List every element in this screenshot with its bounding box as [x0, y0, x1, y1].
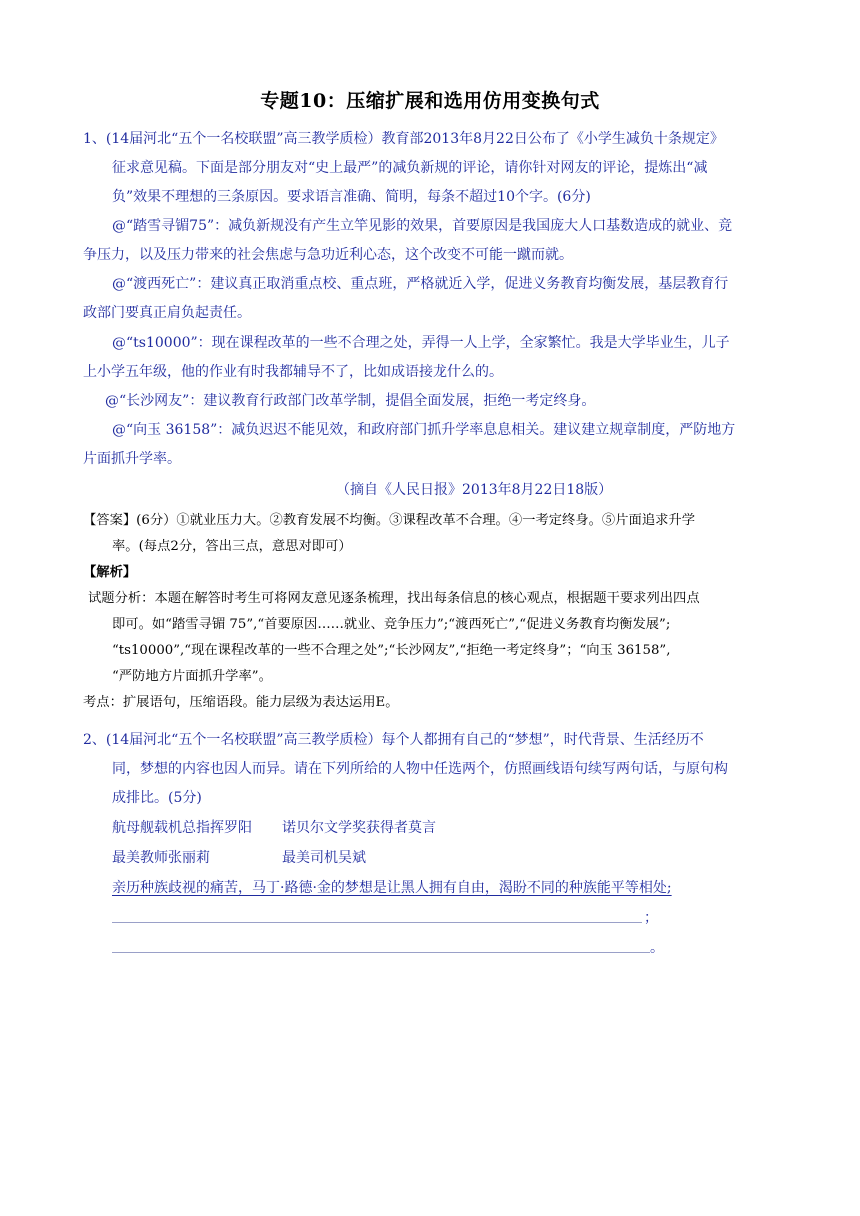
q1-comment3-line1: @“ts10000”：现在课程改革的一些不合理之处，弄得一人上学，全家繁忙。我是大学毕业生，儿子: [112, 335, 730, 351]
q2-stem-line2: 同，梦想的内容也因人而异。请在下列所给的人物中任选两个，仿照画线语句续写两句话，与原句构: [112, 761, 728, 777]
q1-source: （摘自《人民日报》2013年8月22日18版）: [336, 482, 613, 498]
q2-option-zhanglili: 最美教师张丽莉: [112, 850, 210, 866]
q2-blank1-end: ；: [644, 910, 658, 926]
q2-answer-blank-1[interactable]: [112, 922, 642, 923]
q1-answer-line2: 率。(每点2分，答出三点，意思对即可）: [112, 539, 352, 554]
q1-analysis-label: 【解析】: [83, 565, 137, 580]
q1-comment3-line2: 上小学五年级，他的作业有时我都辅导不了，比如成语接龙什么的。: [83, 364, 503, 380]
page-title: 专题10：压缩扩展和选用仿用变换句式: [260, 90, 600, 112]
q1-stem-line3: 负”效果不理想的三条原因。要求语言准确、简明，每条不超过10个字。(6分): [112, 189, 591, 205]
q1-comment5-line2: 片面抓升学率。: [83, 451, 181, 467]
q1-analysis-line2: 即可。如“踏雪寻镅 75”,“首要原因……就业、竞争压力”;“渡西死亡”,“促进义务教育均衡发展”;: [112, 617, 671, 632]
q1-comment2-line2: 政部门要真正肩负起责任。: [83, 305, 251, 321]
q1-comment5-line1: @“向玉 36158”：减负迟迟不能见效，和政府部门抓升学率息息相关。建议建立规章制度，严防地方: [112, 422, 736, 438]
q1-comment1-line1: @“踏雪寻镅75”：减负新规没有产生立竿见影的效果，首要原因是我国庞大人口基数造成的就业、竞: [112, 218, 733, 234]
q2-stem-line3: 成排比。(5分): [112, 790, 202, 806]
q2-answer-blank-2[interactable]: [112, 952, 650, 953]
q1-analysis-line3: “ts10000”,“现在课程改革的一些不合理之处”;“长沙网友”,“拒绝一考定终身”；“向玉 36158”,: [112, 643, 671, 658]
q1-analysis-line1: 试题分析：本题在解答时考生可将网友意见逐条梳理，找出每条信息的核心观点，根据题干要求列出四点: [88, 591, 700, 606]
q1-comment4-line1: @“长沙网友”：建议教育行政部门改革学制，提倡全面发展，拒绝一考定终身。: [105, 393, 596, 409]
q1-stem-line1: 1、(14届河北“五个一名校联盟”高三教学质检）教育部2013年8月22日公布了《小学生减负十条规定》: [83, 131, 724, 147]
q1-comment2-line1: @“渡西死亡”：建议真正取消重点校、重点班，严格就近入学，促进义务教育均衡发展，基层教育行: [112, 276, 729, 292]
q1-analysis-line4: “严防地方片面抓升学率”。: [112, 669, 272, 684]
q2-option-luoyang: 航母舰载机总指挥罗阳: [112, 820, 252, 836]
q1-answer-line1: 【答案】(6分）①就业压力大。②教育发展不均衡。③课程改革不合理。④一考定终身。⑤片面追求升学: [83, 513, 696, 528]
q1-stem-line2: 征求意见稿。下面是部分朋友对“史上最严”的减负新规的评论，请你针对网友的评论，提炼出“减: [112, 160, 708, 176]
q1-kaodian: 考点：扩展语句，压缩语段。能力层级为表达运用E。: [83, 695, 399, 710]
q2-example-sentence: 亲历种族歧视的痛苦，马丁·路德·金的梦想是让黑人拥有自由，渴盼不同的种族能平等相处;: [112, 880, 672, 896]
q1-comment1-line2: 争压力，以及压力带来的社会焦虑与急功近利心态，这个改变不可能一蹴而就。: [83, 247, 573, 263]
q2-stem-line1: 2、(14届河北“五个一名校联盟”高三教学质检）每个人都拥有自己的“梦想”，时代背景、生活经历不: [83, 732, 704, 748]
q2-option-moyan: 诺贝尔文学奖获得者莫言: [282, 820, 436, 836]
q2-blank2-end: 。: [650, 940, 664, 956]
q2-option-wubin: 最美司机吴斌: [282, 850, 366, 866]
